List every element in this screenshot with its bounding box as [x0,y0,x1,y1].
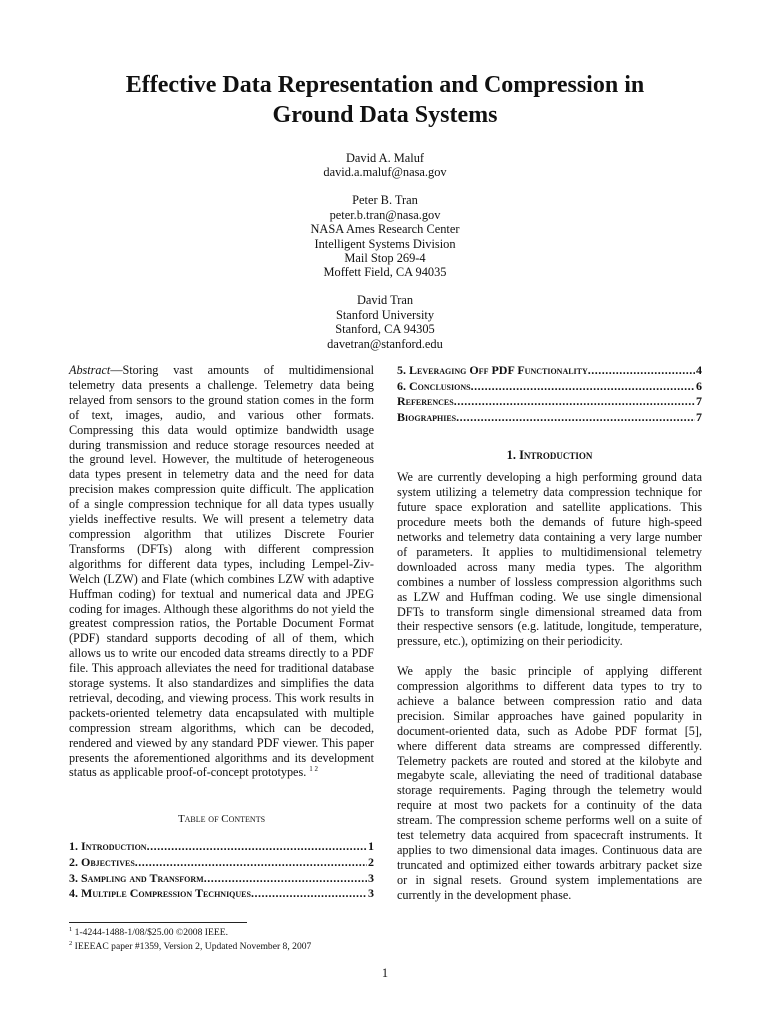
toc-entry-label: 2. Objectives [69,854,135,869]
toc-entry[interactable] [397,410,702,426]
author-city: Stanford, CA 94305 [335,322,435,337]
toc-right [397,363,702,425]
toc-leader [204,871,367,887]
toc-entry-page: 3 [368,870,374,885]
toc-entry-page: 4 [696,363,702,377]
author-city: Moffett Field, CA 94035 [323,265,447,280]
toc-entry[interactable] [69,839,374,855]
toc-entry-page: 3 [368,886,374,901]
intro-paragraph-1: We are currently developing a high performing ground data system utilizing a telemetry data compression technique for future space exploration and satellite applications. This procedure meets both the demands of future high-speed networks and telemetry data containing a very large number of parameters. It applies to multidimensional telemetry downloaded across many media types. The algorithm combines a number of lossless compression algorithms such as LZW and Huffman coding. We use single dimensional DFTs to transform single dimensional streamed data from their respective sensors (e.g. latitude, longitude, temperature, pressure, etc.), optimizing on their periodicity. [397,470,702,649]
toc-entry-page: 1 [368,839,374,854]
footnote-rule [69,922,247,923]
toc-entry-page: 2 [368,854,374,869]
author-name: David Tran [356,293,414,308]
toc-entry[interactable] [397,379,702,395]
toc-leader [147,839,367,855]
intro-paragraph-2: We apply the basic principle of applying different compression algorithms to different data types to try to achieve a balance between compression ratio and data precision. Similar approaches have gained popularity in document-oriented data, such as Adobe PDF format [5], where different data streams are compressed differently. Telemetry packets are routed and stored at the kilobyte and megabyte scale, alleviating the need of traditional database storage requirements. Paging through the telemetry would require at most two packets for a continuity of the data stream. The compression scheme performs well on a suite of test telemetry data acquired from spacecraft instruments. It applies to two dimensional data images. Continuous data are truncated and optimized either towards arbitrary packet size or in signal resets. Ground system implementations are currently in the development phase. [397,664,702,902]
footnote-mark: 2 [69,940,73,947]
author-email: david.a.maluf@nasa.gov [323,165,447,180]
author-block-maluf [0,151,770,180]
toc-entry-page: 6 [696,378,702,393]
left-column [69,363,374,902]
author-affiliation: Stanford University [335,307,435,322]
toc-left [69,839,374,901]
toc-entry[interactable] [397,363,702,379]
toc-entry-page: 7 [696,409,702,424]
toc-entry[interactable] [69,886,374,902]
author-email: peter.b.tran@nasa.gov [329,207,441,222]
section-number: 1. [506,448,516,463]
footnote-text: IEEEAC paper #1359, Version 2, Updated November 8, 2007 [74,941,312,952]
toc-entry[interactable] [397,394,702,410]
section-title: Introduction [519,448,593,463]
author-email: davetran@stanford.edu [327,336,443,351]
toc-entry-label: 6. Conclusions [397,378,471,393]
footnote-mark: 1 [69,926,73,933]
paper-title [0,70,770,130]
toc-leader [454,394,695,410]
author-block-dtran [0,293,770,351]
toc-entry-label: 3. Sampling and Transform [69,870,204,885]
toc-entry[interactable] [69,871,374,887]
section-heading-introduction [397,447,702,463]
footnote-marks: 1 2 [309,765,319,774]
title-line-2: Ground Data Systems [272,102,498,128]
author-list [0,151,770,365]
abstract [69,363,374,780]
toc-leader [588,363,695,379]
abstract-label: Abstract [69,363,111,377]
toc-entry-label: 5. Leveraging Off PDF Functionality [397,363,588,377]
toc-entry-page: 7 [696,394,702,409]
footnote-1 [69,926,389,940]
author-name: Peter B. Tran [352,193,418,208]
author-division: Intelligent Systems Division [314,236,456,251]
toc-entry-label: References [397,394,454,409]
author-name: David A. Maluf [345,151,425,165]
toc-entry-label: Biographies [397,409,457,424]
abstract-text: Storing vast amounts of multidimensional telemetry data presents a challenge. Telemetry data being relayed from sensors to the ground station comes in the form of text, images, audio, and various other formats. Compressing this data would optimize bandwidth usage during transmission and reduce storage resources needed at the ground level. However, the multitude of heterogeneous data types present in telemetry data and the need for data precision makes compression quite difficult. The application of a single compression technique for all data types usually yields ineffective results. We will present a telemetry data compression algorithm that utilizes Discrete Fourier Transforms (DFTs) along with different compression algorithms for different data types, including Lempel-Ziv-Welch (LZW) and Flate (which combines LZW with adaptive Huffman coding) for textual and numerical data and JPEG coding for images. Although these algorithms do not yield the greatest compression ratios, the Portable Document Format (PDF) standard supports decoding of all of them, which allows us to write our encoded data streams directly to a PDF file. This approach alleviates the need for traditional database storage systems. It also standardizes and simplifies the data retrieval, decoding, and viewing process. This work results in packets-oriented telemetry data encapsulated with multiple compression stream algorithms, which can be decoded, rendered and viewed by any standard PDF viewer. This paper presents the aforementioned algorithms and its development status as applicable proof-of-concept prototypes. [69,363,374,780]
toc-leader [251,886,367,902]
toc-entry-label: 1. Introduction [69,839,147,854]
footnote-text: 1-4244-1488-1/08/$25.00 ©2008 IEEE. [74,927,228,938]
toc-leader [135,855,367,871]
right-column [397,363,702,903]
author-block-ptran [0,193,770,279]
title-line-1: Effective Data Representation and Compression in [125,72,645,98]
abstract-dash: — [110,363,123,377]
author-affiliation: NASA Ames Research Center [310,222,460,237]
toc-leader [471,379,695,395]
footnote-2 [69,940,389,954]
toc-leader [456,410,695,426]
footnotes [69,926,389,954]
toc-entry-label: 4. Multiple Compression Techniques [69,886,251,901]
author-mailstop: Mail Stop 269-4 [344,251,426,266]
toc-heading: Table of Contents [177,813,266,826]
page-number: 1 [381,966,389,980]
toc-entry[interactable] [69,855,374,871]
